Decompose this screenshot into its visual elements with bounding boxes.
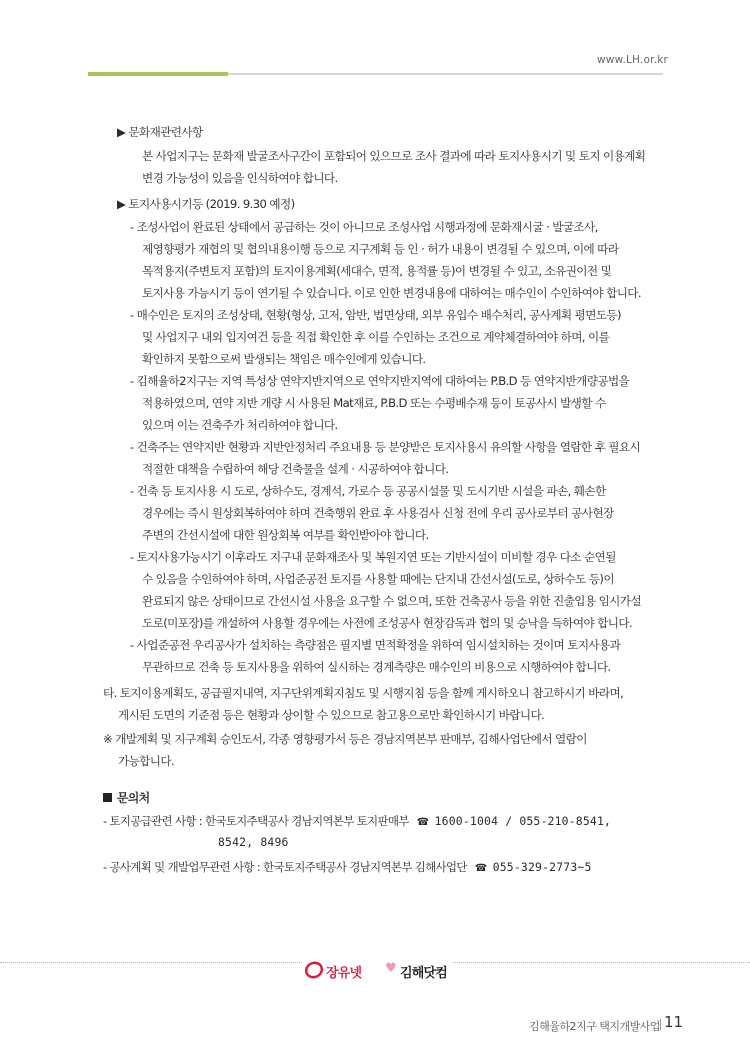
section-land-use-title: ▶ 토지사용시기등 (2019. 9.30 예정): [117, 197, 295, 211]
section-heritage-line: 변경 가능성이 있음을 인식하여야 합니다.: [142, 171, 338, 185]
partner-logo: [302, 958, 452, 982]
land-use-item-line: - 토지사용가능시기 이후라도 지구내 문화재조사 및 복원지연 또는 기반시설이 미비할 경우 다소 순연될: [130, 550, 616, 564]
land-use-item-line: 무관하므로 건축 등 토지사용을 위하여 실시하는 경계측량은 매수인의 비용으로 시행하여야 합니다.: [142, 660, 611, 674]
logo-text-jangyu: 장유넷: [326, 966, 362, 981]
site-url[interactable]: www.LH.or.kr: [597, 54, 668, 66]
logo-text-gimhae: 김해닷컴: [400, 966, 448, 981]
heart-icon: ♥: [385, 961, 397, 976]
land-use-item-line: - 사업준공전 우리공사가 설치하는 측량점은 필지별 면적확정을 위하여 임시설치하는 것이며 토지사용과: [130, 638, 621, 652]
phone-icon: ☎: [474, 863, 487, 874]
note-line: 가능합니다.: [118, 754, 175, 768]
phone-icon: ☎: [416, 817, 429, 828]
square-bullet-icon: [103, 793, 112, 802]
land-use-item-line: - 건축 등 토지사용 시 도로, 상하수도, 경계석, 가로수 등 공공시설물 및 도시기반 시설을 파손, 훼손한: [130, 484, 606, 498]
land-use-item-line: 제영향평가 재협의 및 협의내용이행 등으로 지구계획 등 인 · 허가 내용이 변경될 수 있으며, 이에 따라: [142, 242, 619, 256]
land-use-item-line: 확인하지 못함으로써 발생되는 책임은 매수인에게 있습니다.: [142, 352, 426, 366]
land-use-item-line: - 김해율하2지구는 지역 특성상 연약지반지역으로 연약지반지역에 대하여는 P.B.D 등 연약지반개량공법을: [130, 374, 630, 388]
land-use-item-line: - 조성사업이 완료된 상태에서 공급하는 것이 아니므로 조성사업 시행과정에 문화재시굴 · 발굴조사,: [130, 220, 598, 234]
land-use-item-line: 있으며 이는 건축주가 처리하여야 합니다.: [142, 418, 338, 432]
notice-ta-line: 타. 토지이용계획도, 공급필지내역, 지구단위계획지침도 및 시행지침 등을 함께 게시하오니 참고하시기 바라며,: [103, 686, 624, 700]
swoosh-icon: [304, 960, 326, 980]
contact-phone-continued[interactable]: 8542, 8496: [218, 835, 289, 849]
footer-section-title: 김해율하2지구 택지개발사업: [528, 1020, 660, 1033]
contact-label: - 토지공급관련 사항 : 한국토지주택공사 경남지역본부 토지판매부: [103, 814, 409, 828]
land-use-item-line: 주변의 간선시설에 대한 원상회복 여부를 확인받아야 합니다.: [142, 528, 429, 542]
note-line: ※ 개발계획 및 지구계획 승인도서, 각종 영향평가서 등은 경남지역본부 판매부, 김해사업단에서 열람이: [103, 732, 587, 746]
contact-phone[interactable]: 1600-1004 / 055-210-8541,: [434, 814, 612, 828]
land-use-item-line: 적용하였으며, 연약 지반 개량 시 사용된 Mat재료, P.B.D 또는 수평배수재 등이 토공사시 발생할 수: [142, 396, 606, 410]
footer-separator: [660, 1019, 661, 1030]
section-heritage-title: ▶ 문화재관련사항: [117, 125, 203, 139]
land-use-item-line: 수 있음을 수인하여야 하며, 사업준공전 토지를 사용할 때에는 단지내 간선시설(도로, 상하수도 등)이: [142, 572, 614, 586]
land-use-item-line: 토지사용 가능시기 등이 연기될 수 있습니다. 이로 인한 변경내용에 대하여는 매수인이 수인하여야 합니다.: [142, 286, 641, 300]
land-use-item-line: 도로(미포장)를 개설하여 사용할 경우에는 사전에 조성공사 현장감독과 협의 및 승낙을 득하여야 합니다.: [142, 616, 633, 630]
land-use-item-line: 적절한 대책을 수립하여 해당 건축물을 설계 · 시공하여야 합니다.: [142, 462, 449, 476]
land-use-item-line: 목적용지(주변토지 포함)의 토지이용계획(세대수, 면적, 용적률 등)이 변경될 수 있고, 소유권이전 및: [142, 264, 612, 278]
page-number: 11: [664, 1013, 684, 1031]
contact-phone[interactable]: 055-329-2773~5: [492, 860, 592, 874]
contact-row-construction: [103, 859, 592, 875]
notice-ta-line: 게시된 도면의 기준점 등은 현황과 상이할 수 있으므로 참고용으로만 확인하시기 바랍니다.: [118, 708, 545, 722]
land-use-item-line: 및 사업지구 내외 입지여건 등을 직접 확인한 후 이를 수인하는 조건으로 계약체결하여야 하며, 이를: [142, 330, 610, 344]
contact-row-land-supply: [103, 813, 611, 829]
land-use-item-line: - 매수인은 토지의 조성상태, 현황(형상, 고저, 암반, 법면상태, 외부 유입수 배수처리, 공사계획 평면도등): [130, 308, 621, 322]
header-accent-rule: [88, 72, 228, 76]
contact-label: - 공사계획 및 개발업무관련 사항 : 한국토지주택공사 경남지역본부 김해사업단: [103, 860, 467, 874]
land-use-item-line: 완료되지 않은 상태이므로 간선시설 사용을 요구할 수 없으며, 또한 건축공사 등을 위한 진출입용 임시가설: [142, 594, 641, 608]
contact-heading: 문의처: [103, 789, 150, 806]
land-use-item-line: 경우에는 즉시 원상회복하여야 하며 건축행위 완료 후 사용검사 신청 전에 우리 공사로부터 공사현장: [142, 506, 614, 520]
section-heritage-line: 본 사업지구는 문화재 발굴조사구간이 포함되어 있으므로 조사 결과에 따라 토지사용시기 및 토지 이용계획: [142, 149, 646, 163]
land-use-item-line: - 건축주는 연약지반 현황과 지반안정처리 주요내용 등 분양받은 토지사용시 유의할 사항을 열람한 후 필요시: [130, 440, 641, 454]
